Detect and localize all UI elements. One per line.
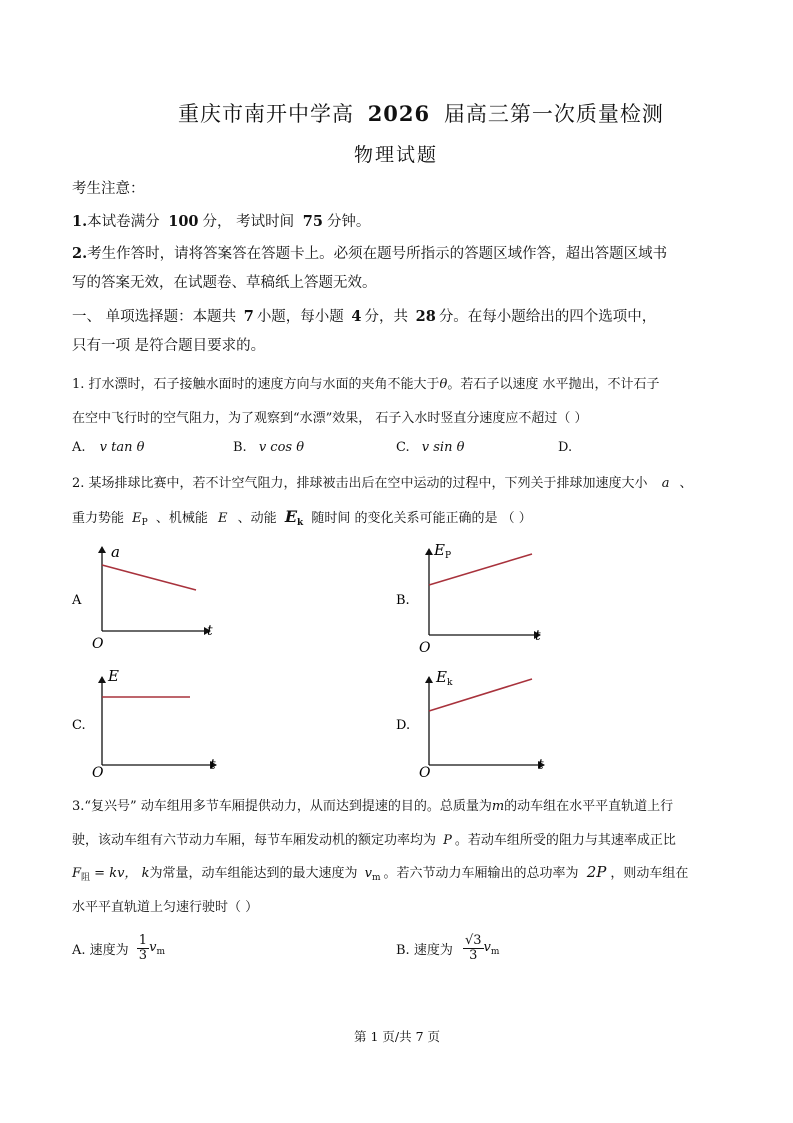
page-title: 重庆市南开中学高 2026 届高三第一次质量检测 — [178, 101, 664, 126]
q3-line-3: $F_阻$ = kv， k为常量，动车组能达到的最大速度为 $v_m$ 。若六节动力车厢输出的总功率为 2P ，则动车组在 — [72, 863, 689, 883]
q2-line-2: 重力势能 $E_P$ 、机械能 E 、动能 $E_k$ 随时间 的变化关系可能正确的是 （ ） — [72, 507, 532, 528]
graph-c-label: C. — [72, 718, 86, 733]
q2-line-1: 2. 某场排球比赛中，若不计空气阻力，排球被击出后在空中运动的过程中，下列关于排球加速度大小 a 、 — [72, 476, 693, 491]
graph-c-origin: O — [92, 765, 104, 781]
graph-b-ylabel: $E_P$ — [434, 541, 452, 561]
graph-a-label: A — [72, 593, 82, 608]
graph-a-line — [102, 565, 196, 590]
q3-option-b-fraction: $\frac{√3}{3}$ — [464, 933, 482, 963]
q1-option-a: A. v tan θ — [72, 440, 145, 455]
section-1-line-2: 只有一项 是符合题目要求的。 — [72, 338, 266, 354]
section-1-line-1: 一、 单项选择题：本题共 7 小题，每小题 4 分，共 28 分。在每小题给出的四个选项中， — [72, 308, 657, 325]
q2-graphs — [0, 535, 793, 835]
q1-line-2: 在空中飞行时的空气阻力，为了观察到“水漂”效果， 石子入水时竖直分速度应不超过（ ） — [72, 411, 588, 426]
graph-c — [72, 667, 216, 781]
graph-a — [71, 543, 213, 652]
q3-option-b: B. 速度为 $\frac{√3}{3}$ $v_m$ — [396, 933, 500, 963]
graph-d — [396, 668, 544, 781]
q1-option-d: D. — [558, 440, 573, 455]
graph-a-xlabel: t — [207, 623, 213, 639]
page-footer: 第 1 页/共 7 页 — [354, 1029, 441, 1044]
graph-b-origin: O — [419, 640, 431, 656]
graph-a-ylabel: a — [111, 543, 120, 561]
ek-symbol: $E_k$ — [284, 507, 304, 528]
q3-line-2: 驶，该动车组有六节动力车厢，每节车厢发动机的额定功率均为 P 。若动车组所受的阻力与其速率成正比 — [72, 833, 676, 848]
notice-item-1: 1.本试卷满分 100 分， 考试时间 75 分钟。 — [72, 213, 371, 230]
ep-symbol: $E_P$ — [132, 511, 148, 528]
graph-d-xlabel: t — [538, 757, 544, 773]
q1-option-b: B. v cos θ — [233, 440, 305, 455]
q3-option-a-fraction: $\frac{1}{3}$ — [138, 933, 148, 963]
q1-line-1: 1. 打水漂时，石子接触水面时的速度方向与水面的夹角不能大于θ。若石子以速度 水平抛出，不计石子 — [72, 377, 660, 392]
graph-c-xlabel: t — [210, 757, 216, 773]
graph-b-label: B. — [396, 593, 410, 608]
notice-heading: 考生注意： — [72, 181, 145, 197]
graph-d-label: D. — [396, 718, 411, 733]
vm-symbol: $v_m$ — [364, 866, 381, 883]
q1-option-c: C. v sin θ — [396, 440, 465, 455]
graph-d-origin: O — [419, 765, 431, 781]
graph-b — [396, 541, 541, 656]
graph-d-ylabel: $E_k$ — [436, 668, 453, 688]
q3-line-4: 水平平直轨道上匀速行驶时（ ） — [72, 900, 259, 915]
q3-option-a: A. 速度为 $\frac{1}{3}$ $v_m$ — [72, 933, 165, 963]
drag-force-symbol: $F_阻$ — [72, 866, 91, 883]
notice-item-2-line-1: 2.考生作答时，请将答案答在答题卡上。必须在题号所指示的答题区域作答，超出答题区域书 — [72, 245, 668, 262]
graph-c-ylabel: E — [108, 667, 119, 685]
q3-line-1: 3.“复兴号” 动车组用多节车厢提供动力，从而达到提速的目的。总质量为m的动车组在水平平直轨道上行 — [72, 799, 674, 814]
notice-item-2-line-2: 写的答案无效，在试题卷、草稿纸上答题无效。 — [72, 275, 377, 291]
graph-a-origin: O — [92, 636, 104, 652]
graph-b-xlabel: t — [535, 628, 541, 644]
page-subtitle: 物理试题 — [354, 144, 439, 166]
